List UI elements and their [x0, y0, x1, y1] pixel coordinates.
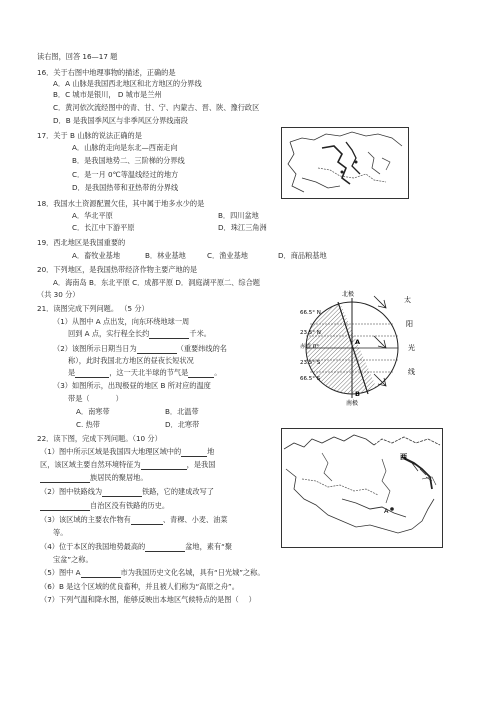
q21-part3-line1: （3）如图所示，出现极昼的地区 B 所对应的温度 [53, 381, 211, 390]
instruction-header: 读右图，回答 16—17 题 [37, 52, 118, 61]
q19-option-c: C．渔业基地 [207, 251, 248, 260]
q22-stem: 22．读下图，完成下列问题。（10 分） [37, 434, 162, 443]
section-score: （共 30 分） [37, 290, 80, 299]
q18-option-d: D．珠江三角洲 [218, 223, 267, 232]
label-lat-n23: 23.5° N [300, 330, 321, 336]
q19-stem: 19．西北地区是我国重要的 [37, 238, 126, 247]
q19-option-b: B．林业基地 [145, 251, 186, 260]
northwest-map-drawing [282, 128, 408, 198]
answer-blank[interactable] [102, 488, 142, 497]
city-a-dot [390, 507, 394, 511]
q22-line1: （1）图中所示区域是我国四大地理区域中的 地 [40, 447, 215, 456]
q16-stem: 16．关于右图中地理事物的描述，正确的是 [37, 68, 176, 77]
sun-char-2: 阳 [406, 320, 413, 328]
label-point-a: A [355, 338, 361, 346]
map-label-a: A [384, 507, 389, 515]
sun-arrow-1 [374, 296, 386, 308]
q21-part1-line1: （1）从图中 A 点出发，向东环绕地球一周 [53, 317, 190, 326]
q21-part3-line2: 带是（ ） [68, 394, 123, 403]
answer-blank[interactable] [81, 569, 121, 578]
answer-blank[interactable] [75, 369, 109, 378]
label-point-b: B [355, 390, 360, 398]
q22-line4: （2）图中铁路线为 铁路，它的建成改写了 [40, 487, 214, 496]
q20-options: A．海南岛 B．东北平原 C．成都平原 D．洞庭湖平原二、综合题 [53, 278, 260, 287]
label-lat-s23: 23.5° S [300, 360, 321, 366]
q21-option-d: D．北寒带 [165, 420, 200, 429]
q19-option-d: D．商品粮基地 [278, 251, 327, 260]
answer-blank[interactable] [188, 369, 214, 378]
q21-part2-line3: 是 ，这一天北半球的节气是 。 [68, 368, 222, 377]
q21-option-c: C. 热带 [76, 420, 100, 429]
q16-option-c: C．黄河依次流经图中的青、甘、宁、内蒙古、晋、陕、豫行政区 [53, 103, 260, 112]
answer-blank[interactable] [141, 461, 187, 470]
q21-part1-line2: 回到 A 点，实行程全长约 千米。 [68, 329, 211, 338]
q20-stem: 20．下列地区，是我国热带经济作物主要产地的是 [37, 265, 198, 274]
q22-line12: （7）下列气温和降水图，能够反映出本地区气候特点的是图（ ） [40, 595, 256, 604]
answer-blank[interactable] [145, 543, 185, 552]
q18-option-a: A．华北平原 [72, 211, 113, 220]
label-south-pole: 南极 [346, 400, 359, 406]
q17-option-a: A．山脉的走向是东北—西南走向 [72, 143, 178, 152]
q16-option-b: B．C 城市是银川， D 城市是兰州 [53, 90, 162, 99]
label-equator: 赤道 0° [300, 344, 319, 350]
q22-line11: （6）B 是这个区域的优良畜种，并且被人们称为“高原之舟”。 [40, 582, 239, 591]
q22-line3: 族居民的聚居地。 [40, 473, 148, 483]
q19-option-a: A．畜牧业基地 [72, 251, 121, 260]
q18-option-b: B．四川盆地 [218, 211, 259, 220]
q22-line8: （4）位于本区的我国地势最高的 盆地，素有“聚 [40, 542, 233, 551]
earth-illumination-diagram [300, 288, 420, 406]
q17-stem: 17．关于 B 山脉的说法正确的是 [37, 131, 142, 140]
q16-option-a: A．A 山脉是我国西北地区和北方地区的分界线 [53, 79, 202, 88]
qinghai-tibet-map [281, 428, 443, 548]
answer-blank[interactable] [131, 516, 163, 525]
q17-option-c: C．是一月 0℃等温线经过的地方 [72, 170, 179, 179]
q21-part2-line1: （2）该图所示日期当日为 （重要纬线的名 [53, 344, 227, 353]
q22-line10: （5）图中 A 市为我国历史文化名城，具有“日光城”之称。 [40, 568, 265, 577]
q21-stem: 21．读图完成下列问题。 （5 分） [37, 304, 149, 313]
q17-option-d: D．是我国热带和亚热带的分界线 [72, 183, 179, 192]
q22-line5: 自治区没有铁路的历史。 [40, 501, 169, 511]
northwest-region-map [281, 127, 409, 199]
answer-blank[interactable] [40, 502, 90, 511]
qinghai-tibet-map-drawing [282, 429, 442, 547]
q21-option-a: A．南寒带 [76, 407, 110, 416]
answer-blank[interactable] [149, 330, 189, 339]
answer-blank[interactable] [40, 474, 90, 483]
q21-part2-line2: 称），此时我国北方地区的昼夜长短状况 [68, 356, 194, 365]
answer-blank[interactable] [181, 448, 207, 457]
label-north-pole: 北极 [342, 291, 355, 298]
map-label-west: 西 [400, 453, 407, 461]
sun-char-4: 线 [408, 368, 415, 376]
sun-char-3: 光 [408, 344, 415, 352]
q22-line6: （3）该区域的主要农作物有 、青稞、小麦、油菜 [40, 515, 228, 524]
q18-option-c: C．长江中下游平原 [72, 223, 135, 232]
q22-line2: 区，该区域主要自然环境特征为 ，是我国 [40, 460, 216, 469]
railway-line [402, 457, 432, 489]
answer-blank[interactable] [137, 345, 177, 354]
q17-option-b: B．是我国地势二、三阶梯的分界线 [72, 156, 185, 165]
q16-option-d: D．B 是我国季风区与非季风区分界线南段 [53, 116, 188, 125]
sun-char-1: 太 [404, 296, 411, 304]
q21-option-b: B．北温带 [165, 407, 199, 416]
label-lat-s66: 66.5° S [300, 376, 321, 382]
label-lat-n66: 66.5° N [300, 310, 321, 316]
q18-stem: 18．我国水土资源配置欠佳，其中属于地多水少的是 [37, 199, 205, 208]
q22-line7: 等。 [53, 528, 68, 537]
q22-line9: 宝盆”之称。 [53, 555, 93, 564]
